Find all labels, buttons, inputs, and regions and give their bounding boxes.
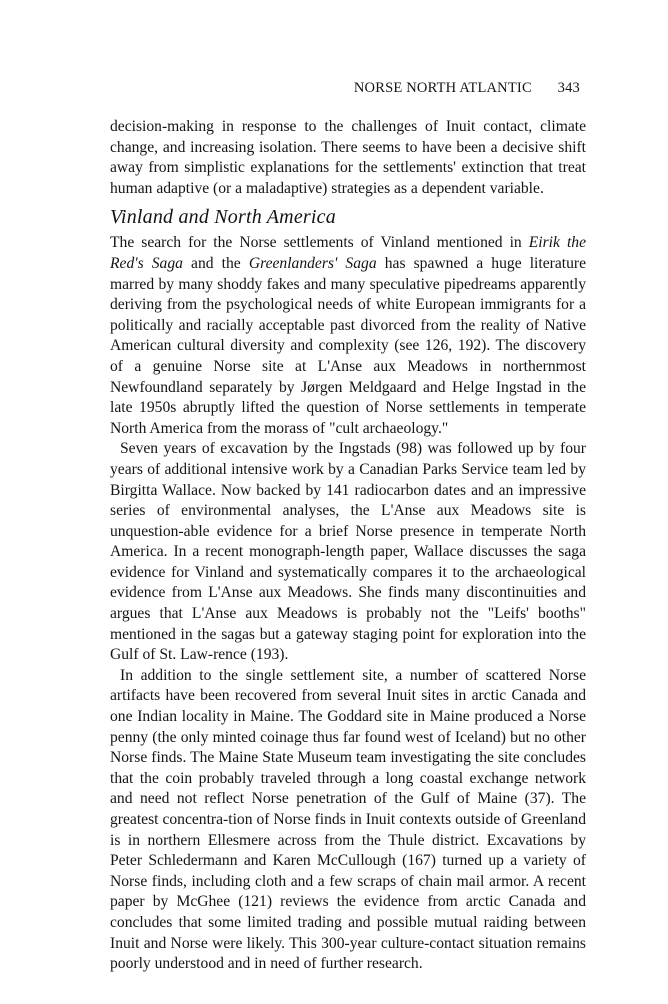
section-heading: Vinland and North America [110,206,336,229]
saga-title-greenlanders: Greenlanders' Saga [248,254,377,272]
page-number: 343 [557,80,580,96]
paragraph-continuation: decision-making in response to the challenges of Inuit contact, climate change, and increasing isolation. There seems to have been a decisive shift away from simplistic explanations for the settlements' extinction that treat human adaptive (or a maladaptive) strategies as a dependent variable. [110,118,586,197]
paragraph-norse-artifacts: In addition to the single settlement site, a number of scattered Norse artifacts have been recovered from several Inuit sites in arctic Canada and one Indian locality in Maine. The Goddard site in Maine produced a Norse penny (the only minted coinage thus far found west of Iceland) but no other Norse finds. The Maine State Museum team investigating the site concludes that the coin probably traveled through a long coastal exchange network and need not reflect Norse penetration of the Gulf of Maine (37). The greatest concentra-tion of Norse finds in Inuit contexts outside of Greenland is in northern Ellesmere across from the Thule district. Excavations by Peter Schledermann and Karen McCullough (167) turned up a variety of Norse finds, including cloth and a few scraps of chain mail armor. A recent paper by McGhee (121) reviews the evidence from arctic Canada and concludes that some limited trading and possible mutual raiding between Inuit and Norse were likely. This 300-year culture-contact situation remains poorly understood and in need of further research. [110,666,586,973]
running-header [354,80,580,97]
paragraph-text: has spawned a huge literature marred by many shoddy fakes and many speculative pipedreams apparently deriving from the psychological needs of white European immigrants for a politically and racially acceptable past divorced from the reality of Native American cultural diversity and complexity (see 126, 192). The discovery of a genuine Norse site at L'Anse aux Meadows in northernmost Newfoundland separately by Jørgen Meldgaard and Helge Ingstad in the late 1950s abruptly lifted the question of Norse settlements in temperate North America from the morass of "cult archaeology." [110,254,586,437]
saga-title-eirik: Eirik the Red's Saga [110,234,586,272]
running-title: NORSE NORTH ATLANTIC [353,80,532,96]
paragraph-text: and the [182,254,249,272]
body-text [110,117,586,975]
paragraph-vinland-intro [110,233,586,439]
paragraph-lanse-aux-meadows: Seven years of excavation by the Ingstads (98) was followed up by four years of additional intensive work by a Canadian Parks Service team led by Birgitta Wallace. Now backed by 141 radiocarbon dates and an impressive series of environmental analyses, the L'Anse aux Meadows site is unquestion-able evidence for a brief Norse presence in temperate North America. In a recent monograph-length paper, Wallace discusses the saga evidence for Vinland and systematically compares it to the archaeological evidence from L'Anse aux Meadows. She finds many discontinuities and argues that L'Anse aux Meadows is probably not the "Leifs' booths" mentioned in the sagas but a gateway staging point for exploration into the Gulf of St. Law-rence (193). [110,440,586,664]
paragraph-text: The search for the Norse settlements of Vinland mentioned in [110,234,529,252]
